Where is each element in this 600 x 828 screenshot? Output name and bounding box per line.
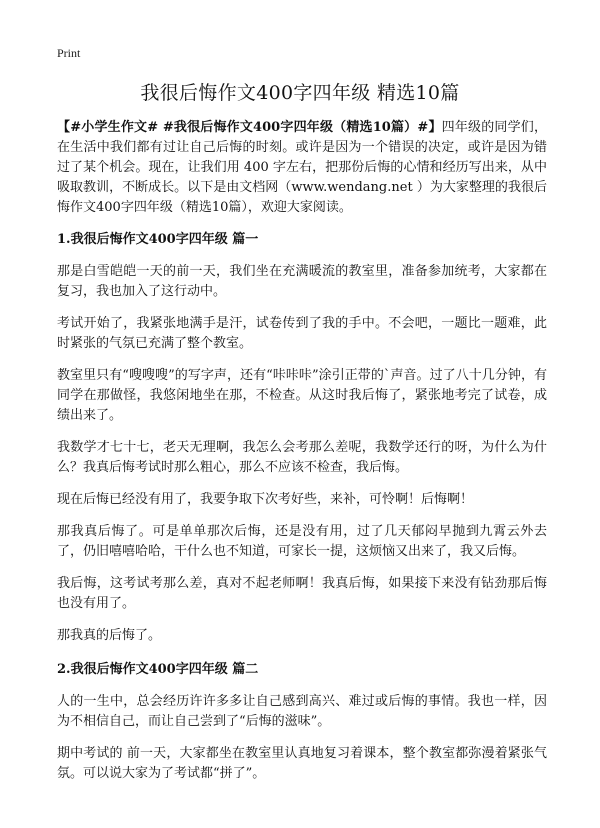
section-1-paragraph: 我后悔，这考试考那么差，真对不起老师啊！我真后悔，如果接下来没有钻劲那后悔也没有用了。 xyxy=(57,576,547,611)
section-2-paragraph: 期中考试的 前一天，大家都坐在教室里认真地复习着课本，整个教室都弥漫着紧张气氛。可以说大家为了考试都“拼了”。 xyxy=(57,746,547,781)
section-1-paragraph: 现在后悔已经没有用了，我要争取下次考好些，来补，可怜啊！后悔啊！ xyxy=(57,492,474,507)
section-1-paragraph: 那是白雪皑皑一天的前一天，我们坐在充满暖流的教室里，准备参加统考，大家都在复习，我也加入了这行动中。 xyxy=(57,264,547,299)
section-1-paragraph: 考试开始了，我紧张地满手是汗，试卷传到了我的手中。不会吧，一题比一题难，此时紧张的气氛已充满了整个教室。 xyxy=(57,316,547,351)
section-1-paragraph: 我数学才七十七，老天无理啊，我怎么会考那么差呢，我数学还行的呀，为什么为什么？我真后悔考试时那么粗心，那么不应该不检查，我后悔。 xyxy=(57,440,547,475)
intro-text: 四年级的同学们，在生活中我们都有过让自己后悔的时刻。或许是因为一个错误的决定，或许是因为错过了某个机会。现在，让我们用 400 字左右，把那份后悔的心情和经历写出来，从中吸取教训，不断成长。以下是由文档网（www.wendang.net ）为大家整理的我很后悔作文400字四年级（精选10篇），欢迎大家阅读。 xyxy=(57,120,547,215)
intro-paragraph xyxy=(57,118,547,218)
print-label: Print xyxy=(57,46,81,60)
section-2-paragraph: 人的一生中，总会经历许许多多让自己感到高兴、难过或后悔的事情。我也一样，因为不相信自己，而让自己尝到了“后悔的滋味”。 xyxy=(57,694,547,729)
section-1-paragraph: 那我真后悔了。可是单单那次后悔，还是没有用，过了几天郁闷早抛到九霄云外去了，仍旧嘻嘻哈哈，干什么也不知道，可家长一提，这烦恼又出来了，我又后悔。 xyxy=(57,524,547,559)
section-1-paragraph: 那我真的后悔了。 xyxy=(57,628,162,643)
section-heading-2: 2.我很后悔作文400字四年级 篇二 xyxy=(57,662,259,677)
section-1-paragraph: 教室里只有“嗖嗖嗖”的写字声，还有“咔咔咔”涂引正带的`声音。过了八十几分钟，有同学在那做怪，我悠闲地坐在那，不检查。从这时我后悔了，紧张地考完了试卷，成绩出来了。 xyxy=(57,368,547,423)
section-heading-1: 1.我很后悔作文400字四年级 篇一 xyxy=(57,232,259,247)
article-body xyxy=(57,118,547,796)
page-title: 我很后悔作文400字四年级 精选10篇 xyxy=(140,82,460,104)
intro-tag: 【#小学生作文# #我很后悔作文400字四年级（精选10篇）#】 xyxy=(57,120,442,135)
